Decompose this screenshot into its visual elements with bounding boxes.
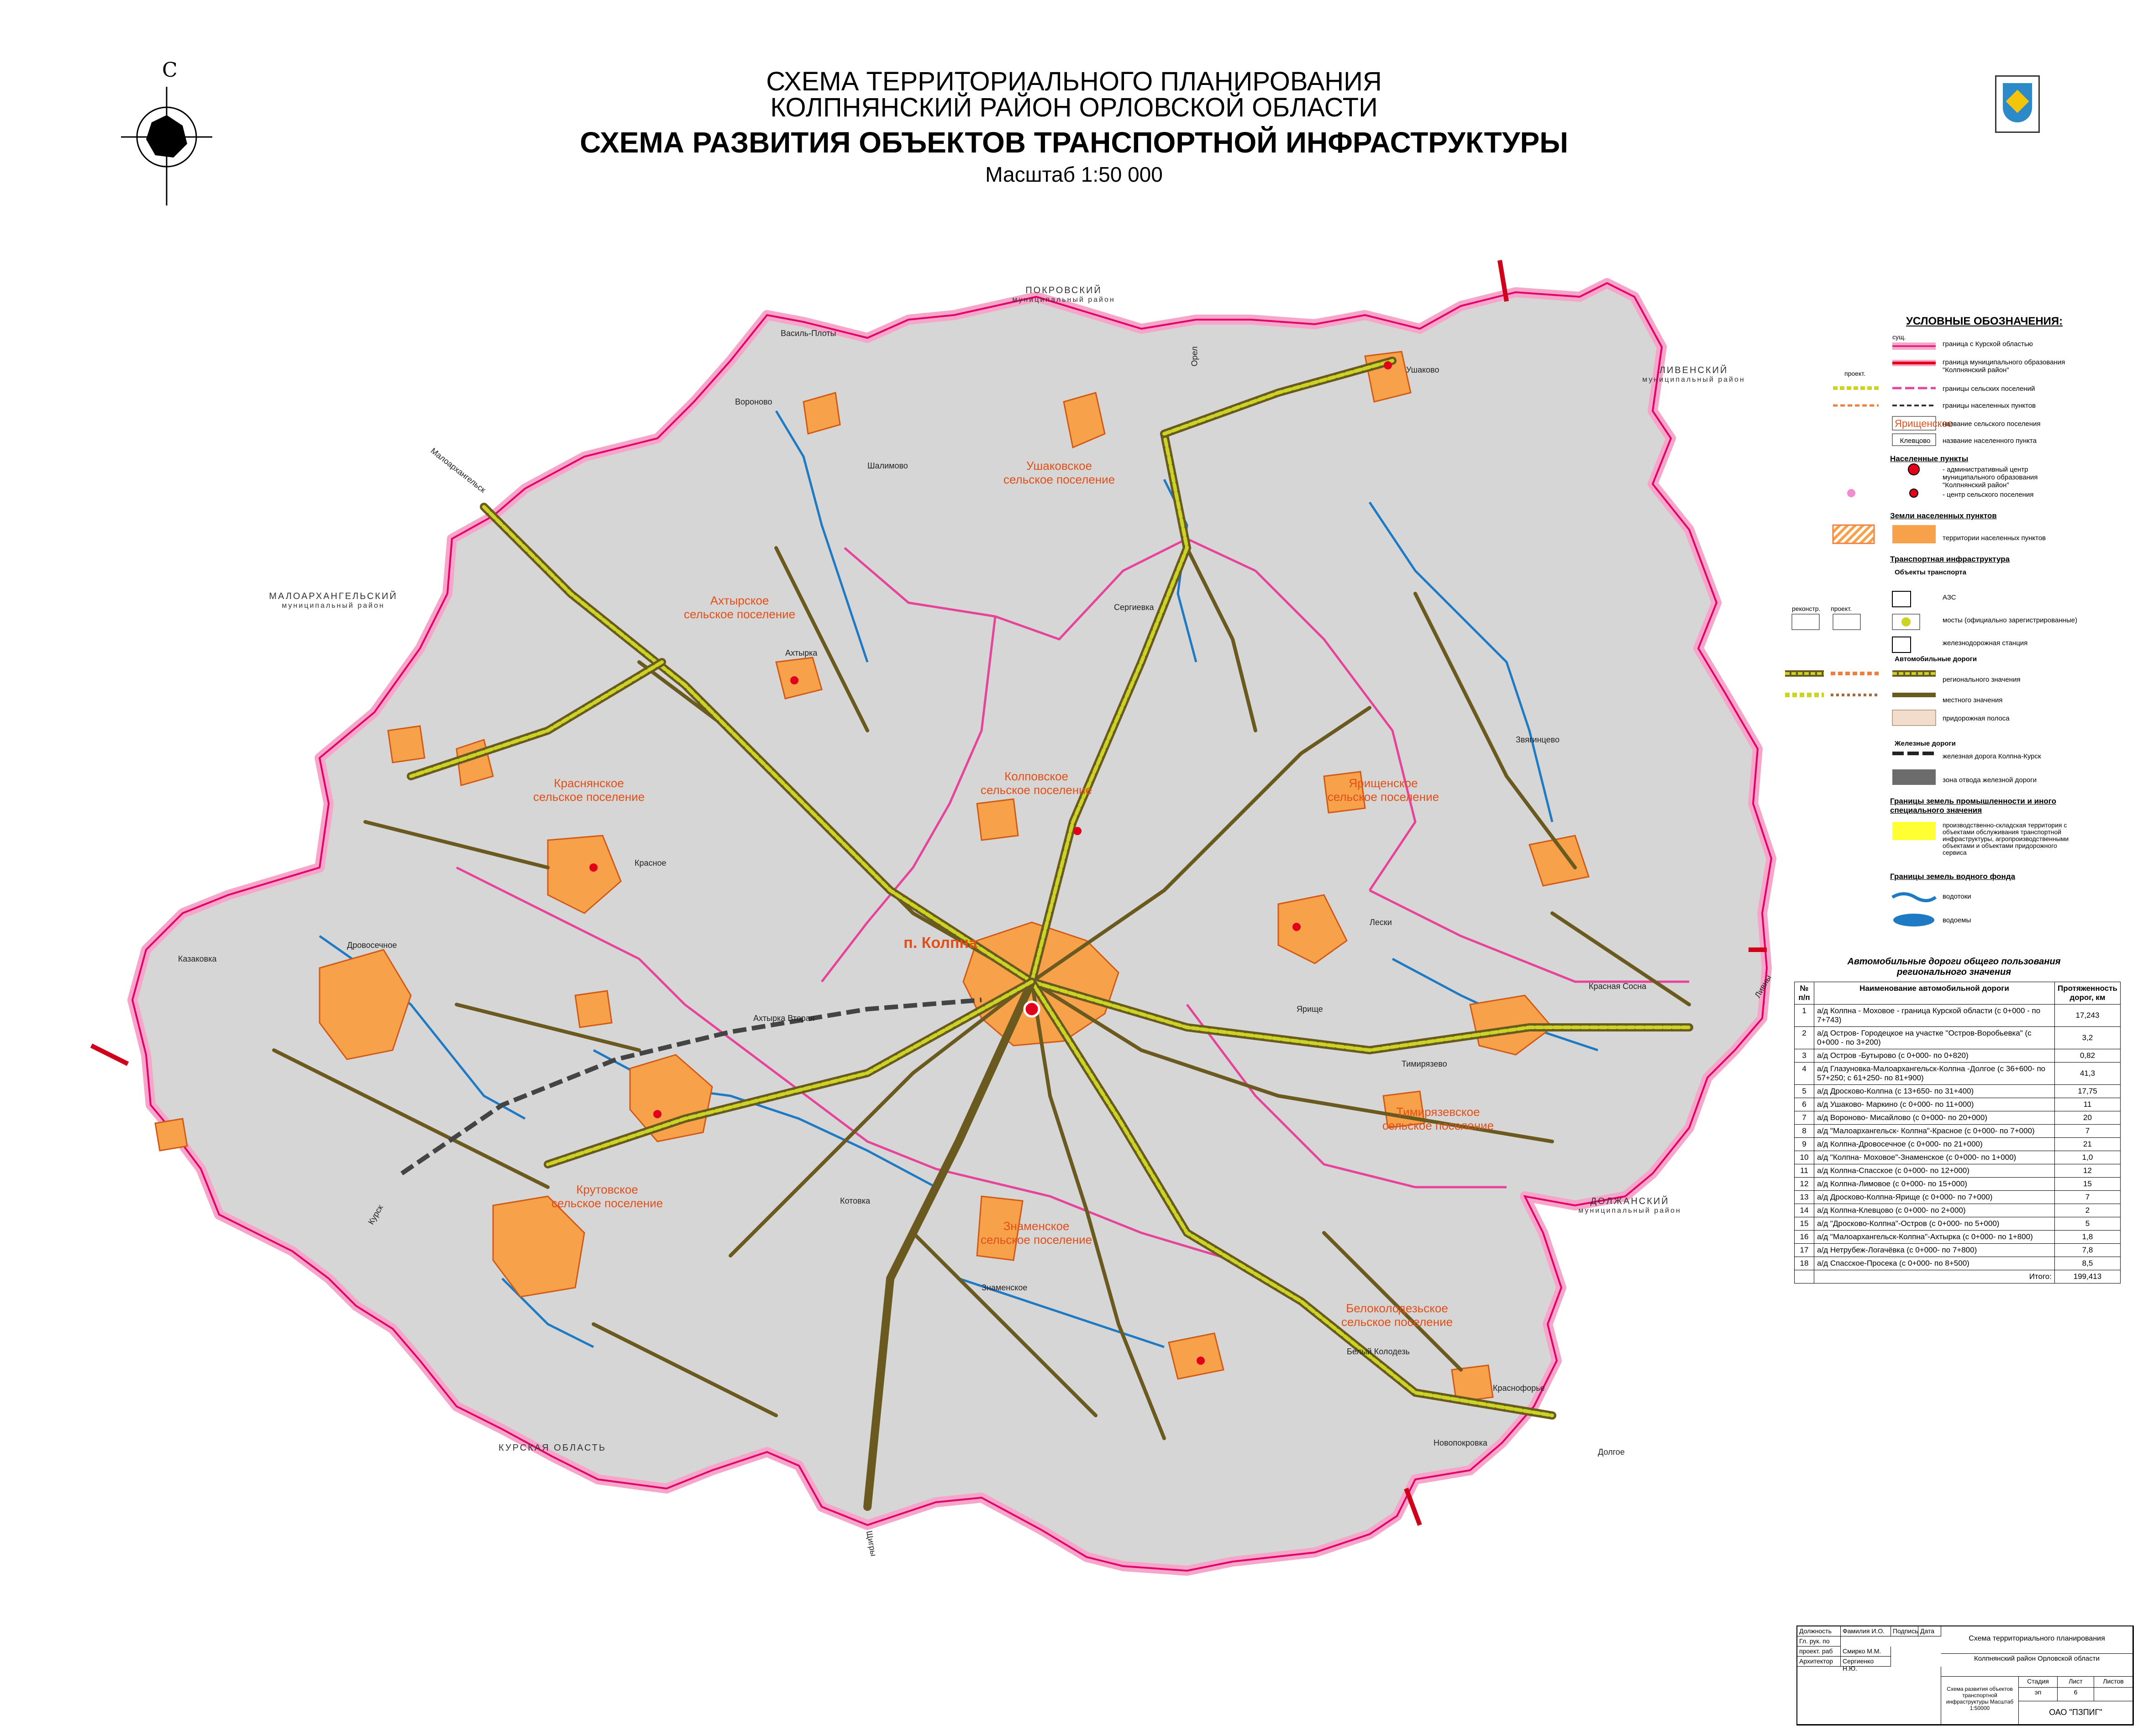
stamp-sheet: 6 (2058, 1688, 2094, 1701)
table-row (1795, 1178, 2121, 1191)
row-number: 3 (1795, 1049, 1814, 1063)
road-length: 1,0 (2054, 1151, 2120, 1164)
legend-text: граница с Курской областью (1943, 340, 2033, 348)
legend-text: название населенного пункта (1943, 437, 2037, 445)
legend-text: железная дорога Колпна-Курск (1943, 752, 2041, 760)
road-length: 2 (2054, 1204, 2120, 1217)
table-row (1795, 1231, 2121, 1244)
stamp-cell: Фамилия И.О. (1841, 1626, 1891, 1636)
legend-section: Границы земель водного фонда (1890, 872, 2016, 881)
row-number: 11 (1795, 1164, 1814, 1178)
legend-text: мосты (официально зарегистрированные) (1943, 616, 2078, 624)
legend-text: - административный центр муниципального образования "Колпнянский район" (1943, 466, 2038, 489)
village-label: Ахтырка Вторая (753, 1014, 815, 1023)
road-name: а/д Колпна-Спасское (с 0+000- по 12+000) (1814, 1164, 2055, 1178)
row-number: 4 (1795, 1063, 1814, 1085)
village-label: Красное (635, 858, 667, 868)
admin-center-marker (1024, 1002, 1039, 1016)
stamp-stage-label: Стадия (2019, 1677, 2058, 1688)
row-number: 8 (1795, 1125, 1814, 1138)
stamp-cell: проект. раб (1797, 1647, 1841, 1657)
legend-col-project-2: проект. (1831, 605, 1852, 612)
center-label-kolpna: п. Колпна (903, 934, 977, 952)
village-label: Котовка (840, 1196, 870, 1205)
legend-text: территории населенных пунктов (1943, 534, 2046, 542)
legend-text: зона отвода железной дороги (1943, 776, 2037, 784)
legend-text: придорожная полоса (1943, 715, 2010, 722)
village-label: Тимирязево (1402, 1059, 1447, 1068)
road-name: а/д Спасское-Просека (с 0+000- по 8+500) (1814, 1257, 2055, 1270)
legend-text: водотоки (1943, 893, 1971, 900)
stamp-sheets-label: Листов (2094, 1677, 2133, 1688)
legend-col-project: проект. (1844, 370, 1865, 377)
table-header: Наименование автомобильной дороги (1814, 982, 2055, 1005)
table-row (1795, 1027, 2121, 1049)
legend-text: границы населенных пунктов (1943, 402, 2036, 410)
stamp-cell: Дата (1918, 1626, 1941, 1636)
table-row (1795, 1049, 2121, 1063)
road-length: 0,82 (2054, 1049, 2120, 1063)
road-length: 20 (2054, 1111, 2120, 1125)
title-line-1: СХЕМА ТЕРРИТОРИАЛЬНОГО ПЛАНИРОВАНИЯ (766, 67, 1382, 96)
legend-title: УСЛОВНЫЕ ОБОЗНАЧЕНИЯ: (1906, 315, 2063, 327)
road-length: 1,8 (2054, 1231, 2120, 1244)
legend-col-reconstr: реконстр. (1792, 605, 1821, 612)
road-name: а/д Остров- Городецкое на участке "Остров-Воробьевка" (с 0+000 - по 3+200) (1814, 1027, 2055, 1049)
direction-label-orel: Орел (1190, 346, 1199, 367)
legend-text: граница муниципального образования "Колпнянский район" (1943, 358, 2065, 374)
table-row (1795, 1098, 2121, 1111)
table-row (1795, 1164, 2121, 1178)
legend-text: - центр сельского поселения (1943, 491, 2034, 499)
road-name: а/д "Дросково-Колпна"-Остров (с 0+000- по 5+000) (1814, 1217, 2055, 1231)
row-number: 13 (1795, 1191, 1814, 1204)
direction-label-kursk: Курск (366, 1203, 385, 1226)
village-label: Дровосечное (347, 941, 397, 950)
village-label: Ушаково (1406, 365, 1439, 374)
settlement-label-timiryazevskoe: Тимирязевское сельское поселение (1382, 1105, 1494, 1132)
region-label-dolzhansky: ДОЛЖАНСКИЙ муниципальный район (1578, 1196, 1681, 1215)
legend-text: регионального значения (1943, 676, 2021, 684)
road-length: 17,75 (2054, 1085, 2120, 1098)
legend-text: АЗС (1943, 594, 1956, 601)
table-row (1795, 1244, 2121, 1257)
table-row (1795, 1191, 2121, 1204)
region-label-pokrovsky: ПОКРОВСКИЙ муниципальный район (1012, 285, 1115, 304)
settlement-label-akhtyrskoe: Ахтырское сельское поселение (683, 594, 796, 621)
table-row (1795, 1005, 2121, 1027)
road-length: 11 (2054, 1098, 2120, 1111)
road-length: 21 (2054, 1138, 2120, 1151)
stamp-sheet-title: Схема развития объектов транспортной инфраструктуры Масштаб 1:50000 (1941, 1677, 2019, 1725)
village-label: Ахтырка (785, 648, 818, 658)
row-number: 7 (1795, 1111, 1814, 1125)
table-header: № п/п (1795, 982, 1814, 1005)
row-number: 9 (1795, 1138, 1814, 1151)
road-name: а/д Колпна-Клевцово (с 0+000- по 2+000) (1814, 1204, 2055, 1217)
road-name: а/д "Малоархангельск-Колпна"-Ахтырка (с 0+000- по 1+800) (1814, 1231, 2055, 1244)
settlement-label-ushakovskoe: Ушаковское сельское поселение (1003, 459, 1115, 486)
legend-text: водоемы (1943, 916, 1971, 924)
legend-section: Земли населенных пунктов (1890, 511, 1997, 520)
village-label: Белый Колодезь (1347, 1347, 1410, 1356)
stamp-cell: Подпись (1891, 1626, 1918, 1636)
legend-subsection: Железные дороги (1895, 740, 1956, 747)
title-line-2: КОЛПНЯНСКИЙ РАЙОН ОРЛОВСКОЙ ОБЛАСТИ (770, 93, 1378, 122)
table-row (1795, 1063, 2121, 1085)
village-label: Вороново (735, 397, 772, 406)
road-name: а/д Ушаково- Маркино (с 0+000- по 11+000) (1814, 1098, 2055, 1111)
stamp-org: ОАО "ПЗПИГ" (2019, 1701, 2133, 1725)
legend-sample-village: Клевцово (1900, 437, 1931, 445)
village-label: Красная Сосна (1589, 982, 1647, 991)
road-length: 17,243 (2054, 1005, 2120, 1027)
table-row (1795, 1111, 2121, 1125)
table-row (1795, 1217, 2121, 1231)
roads-table-title: Автомобильные дороги общего пользования регионального значения (1847, 957, 2061, 977)
region-label-kursk: КУРСКАЯ ОБЛАСТЬ (499, 1443, 606, 1453)
row-number: 10 (1795, 1151, 1814, 1164)
road-name: а/д Дросково-Колпна (с 13+650- по 31+400) (1814, 1085, 2055, 1098)
legend-text: название сельского поселения (1943, 420, 2041, 428)
village-label: Новопокровка (1434, 1438, 1487, 1447)
compass-north-label: С (162, 58, 178, 82)
village-label: Василь-Плоты (781, 329, 836, 338)
table-row (1795, 1085, 2121, 1098)
row-number: 15 (1795, 1217, 1814, 1231)
village-label: Звягинцево (1516, 735, 1560, 744)
direction-label-shchigry: Щигры (864, 1530, 878, 1557)
road-length: 7 (2054, 1125, 2120, 1138)
legend (1783, 315, 2111, 331)
direction-label-livny: Ливны (1753, 973, 1773, 1000)
road-name: а/д Колпна-Лимовое (с 0+000- по 15+000) (1814, 1178, 2055, 1191)
stamp-cell: Гл. рук. по (1797, 1636, 1841, 1647)
roads-table (1794, 982, 2121, 1284)
village-label: Ярище (1297, 1005, 1323, 1014)
road-name: а/д "Малоархангельск- Колпна"-Красное (с 0+000- по 7+000) (1814, 1125, 2055, 1138)
settlement-label-krutovskoe: Крутовское сельское поселение (551, 1183, 663, 1210)
table-row (1795, 1257, 2121, 1270)
total-label: Итого: (1814, 1270, 2055, 1284)
main-title: СХЕМА РАЗВИТИЯ ОБЪЕКТОВ ТРАНСПОРТНОЙ ИНФРАСТРУКТУРЫ (580, 126, 1568, 159)
row-number: 6 (1795, 1098, 1814, 1111)
road-name: а/д Колпна - Моховое - граница Курской области (с 0+000 - по 7+743) (1814, 1005, 2055, 1027)
village-label: Казаковка (178, 954, 217, 963)
legend-section: Транспортная инфраструктура (1890, 555, 2010, 563)
stamp-cell: Архитектор (1797, 1657, 1841, 1667)
stamp-sheet-label: Лист (2058, 1677, 2094, 1688)
settlement-label-krasnyanskoe: Краснянское сельское поселение (533, 776, 645, 804)
road-name: а/д Глазуновка-Малоархангельск-Колпна -Долгое (с 36+600- по 57+250; с 61+250- по 81+900) (1814, 1063, 2055, 1085)
table-row (1795, 1151, 2121, 1164)
legend-text: границы сельских поселений (1943, 385, 2035, 393)
legend-text: местного значения (1943, 696, 2003, 704)
row-number: 18 (1795, 1257, 1814, 1270)
direction-label-maloarkhangelsk: Малоархангельск (429, 446, 488, 495)
table-header: Протяженность дорог, км (2054, 982, 2120, 1005)
scale-label: Масштаб 1:50 000 (985, 163, 1163, 186)
row-number: 12 (1795, 1178, 1814, 1191)
road-name: а/д Нетрубеж-Логачёвка (с 0+000- по 7+800) (1814, 1244, 2055, 1257)
row-number: 5 (1795, 1085, 1814, 1098)
road-length: 7 (2054, 1191, 2120, 1204)
road-name: а/д Вороново- Мисайлово (с 0+000- по 20+000) (1814, 1111, 2055, 1125)
village-label: Лески (1370, 918, 1392, 927)
settlement-label-yarishchenskoe: Ярищенское сельское поселение (1327, 776, 1439, 804)
village-label: Шалимово (867, 461, 908, 470)
legend-subsection: Объекты транспорта (1895, 568, 1966, 576)
row-number: 16 (1795, 1231, 1814, 1244)
table-row (1795, 1125, 2121, 1138)
total-value: 199,413 (2054, 1270, 2120, 1284)
row-number: 17 (1795, 1244, 1814, 1257)
stamp-cell: Должность (1797, 1626, 1841, 1636)
stamp-cell: Смирко М.М. (1841, 1647, 1891, 1657)
legend-sample-settlement: Ярищенское (1895, 418, 1953, 429)
legend-subsection: Автомобильные дороги (1895, 655, 1977, 663)
legend-section: Населенные пункты (1890, 454, 1969, 463)
road-length: 8,5 (2054, 1257, 2120, 1270)
row-number: 14 (1795, 1204, 1814, 1217)
road-name: а/д Дросково-Колпна-Ярище (с 0+000- по 7+000) (1814, 1191, 2055, 1204)
road-name: а/д Остров -Бутырово (с 0+000- по 0+820) (1814, 1049, 2055, 1063)
legend-section: Границы земель промышленности и иного специального значения (1890, 797, 2056, 815)
settlement-label-kolpovskoe: Колповское сельское поселение (980, 769, 1092, 797)
region-label-maloarkhangelsky: МАЛОАРХАНГЕЛЬСКИЙ муниципальный район (269, 591, 398, 610)
table-row (1795, 1204, 2121, 1217)
road-length: 7,8 (2054, 1244, 2120, 1257)
stamp-project: Схема территориального планирования (1941, 1626, 2133, 1654)
direction-label-dolgoe: Долгое (1598, 1447, 1625, 1457)
legend-text: железнодорожная станция (1943, 639, 2028, 647)
settlement-label-belokolodezskoe: Белоколодезьское сельское поселение (1341, 1301, 1453, 1329)
road-length: 5 (2054, 1217, 2120, 1231)
region-label-livensky: ЛИВЕНСКИЙ муниципальный район (1642, 365, 1745, 384)
village-label: Знаменское (982, 1283, 1028, 1292)
legend-col-existing: сущ. (1892, 333, 1906, 341)
road-length: 41,3 (2054, 1063, 2120, 1085)
row-number: 2 (1795, 1027, 1814, 1049)
stamp-stage: эп (2019, 1688, 2058, 1701)
road-length: 12 (2054, 1164, 2120, 1178)
road-length: 3,2 (2054, 1027, 2120, 1049)
road-name: а/д "Колпна- Моховое"-Знаменское (с 0+000- по 1+000) (1814, 1151, 2055, 1164)
village-label: Краснофорье (1493, 1384, 1545, 1393)
row-number: 1 (1795, 1005, 1814, 1027)
road-name: а/д Колпна-Дровосечное (с 0+000- по 21+000) (1814, 1138, 2055, 1151)
stamp-cell: Сергиенко Н.Ю. (1841, 1657, 1891, 1667)
village-label: Сергиевка (1114, 603, 1154, 612)
stamp-district: Колпнянский район Орловской области (1941, 1654, 2133, 1677)
table-row (1795, 1138, 2121, 1151)
legend-text: производственно-складская территория с объектами обслуживания транспортной инфраструктуры, агропроизводственными объектами и объектами придорожного сервиса (1943, 821, 2069, 856)
title-block-stamp (1796, 1626, 2134, 1725)
settlement-label-znamenskoe: Знаменское сельское поселение (980, 1219, 1092, 1247)
road-length: 15 (2054, 1178, 2120, 1191)
